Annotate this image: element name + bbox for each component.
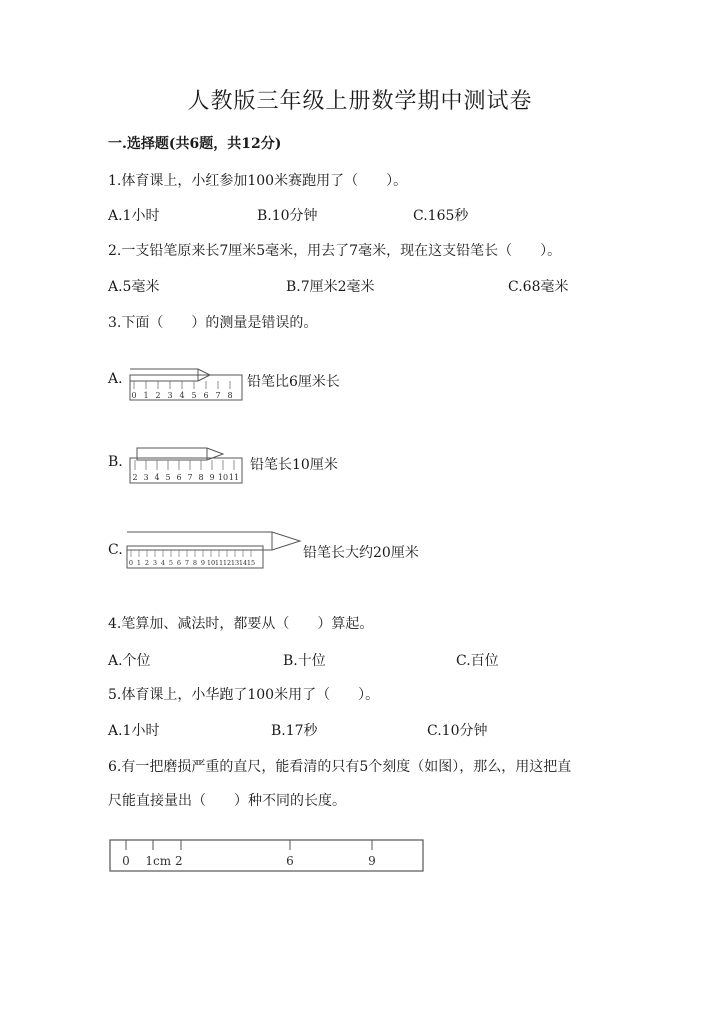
question-1-option-a: A.1小时: [108, 208, 160, 224]
ruler-ticks: [135, 460, 234, 470]
question-6-worn-ruler-figure: [108, 838, 426, 874]
ruler-label: 4: [154, 473, 160, 482]
ruler-label: 14: [238, 559, 248, 567]
ruler-label: 1: [136, 559, 142, 567]
ruler-label: 7: [187, 473, 193, 482]
ruler-label: 0: [128, 559, 134, 567]
question-4-text: 4.笔算加、减法时，都要从（ ）算起。: [108, 616, 374, 632]
page-title: 人教版三年级上册数学期中测试卷: [187, 89, 533, 114]
ruler-label: 3: [143, 473, 149, 482]
ruler-ticks: [126, 840, 372, 850]
ruler-label: 0: [131, 391, 137, 400]
ruler-label: 15: [246, 559, 256, 567]
ruler-label: 9: [209, 473, 215, 482]
ruler-label: 9: [368, 854, 376, 868]
question-5-option-a: A.1小时: [108, 723, 160, 739]
ruler-label: 5: [191, 391, 197, 400]
question-3-option-a-ruler-figure: [126, 360, 248, 404]
ruler-label: 8: [198, 473, 204, 482]
question-1-option-c: C.165秒: [413, 208, 469, 224]
question-3-option-a-caption: 铅笔比6厘米长: [247, 374, 340, 390]
question-4-option-a: A.个位: [108, 653, 151, 669]
question-3-text: 3.下面（ ）的测量是错误的。: [108, 315, 318, 331]
question-5-option-b: B.17秒: [271, 723, 318, 739]
ruler-label: 0: [122, 854, 130, 868]
ruler-label: 1cm 2: [145, 854, 183, 868]
ruler-label: 6: [203, 391, 209, 400]
section-heading: 一.选择题(共6题，共12分): [108, 136, 282, 152]
ruler-label: 8: [192, 559, 198, 567]
ruler-label: 5: [165, 473, 171, 482]
question-2-option-a: A.5毫米: [108, 279, 160, 295]
pencil-shape: [127, 532, 300, 550]
ruler-label: 7: [215, 391, 221, 400]
question-2-option-b: B.7厘米2毫米: [286, 279, 375, 295]
question-5-text: 5.体育课上，小华跑了100米用了（ ）。: [108, 687, 380, 703]
question-2-text: 2.一支铅笔原来长7厘米5毫米，用去了7毫米，现在这支铅笔长（ ）。: [108, 243, 562, 259]
question-3-option-c-prefix: C.: [108, 542, 123, 558]
question-5-option-c: C.10分钟: [427, 723, 488, 739]
ruler-label: 9: [200, 559, 206, 567]
question-3-option-c-ruler-figure: [124, 528, 304, 570]
ruler-label: 12: [222, 559, 232, 567]
question-2-option-c: C.68毫米: [508, 279, 569, 295]
question-3-option-b-caption: 铅笔长10厘米: [250, 457, 338, 473]
question-3-option-c-caption: 铅笔长大约20厘米: [303, 545, 419, 561]
ruler-label: 10: [206, 559, 216, 567]
ruler-label: 11: [214, 559, 224, 567]
ruler-label: 6: [176, 559, 182, 567]
ruler-label: 13: [230, 559, 240, 567]
ruler-ticks: [131, 550, 251, 557]
ruler-label: 5: [168, 559, 174, 567]
ruler-label: 6: [286, 854, 294, 868]
question-1-text: 1.体育课上，小红参加100米赛跑用了（ ）。: [108, 173, 408, 189]
question-3-option-b-ruler-figure: [127, 443, 245, 485]
ruler-ticks: [134, 381, 230, 389]
question-4-option-c: C.百位: [456, 653, 499, 669]
question-6-text-line-2: 尺能直接量出（ ）种不同的长度。: [108, 793, 346, 809]
ruler-label: 1: [143, 391, 149, 400]
ruler-label: 11: [228, 473, 240, 482]
ruler-label: 4: [160, 559, 166, 567]
ruler-label: 2: [144, 559, 150, 567]
ruler-label: 6: [176, 473, 182, 482]
ruler-label: 8: [227, 391, 233, 400]
ruler-label: 3: [167, 391, 173, 400]
ruler-label: 10: [217, 473, 229, 482]
question-4-option-b: B.十位: [283, 653, 326, 669]
question-3-option-b-prefix: B.: [108, 454, 123, 470]
ruler-label: 4: [179, 391, 185, 400]
ruler-label: 2: [155, 391, 161, 400]
ruler-label: 3: [152, 559, 158, 567]
ruler-label: 2: [132, 473, 138, 482]
question-6-text-line-1: 6.有一把磨损严重的直尺，能看清的只有5个刻度（如图），那么，用这把直: [108, 759, 572, 775]
ruler-label: 7: [184, 559, 190, 567]
question-3-option-a-prefix: A.: [108, 371, 123, 387]
question-1-option-b: B.10分钟: [257, 208, 318, 224]
